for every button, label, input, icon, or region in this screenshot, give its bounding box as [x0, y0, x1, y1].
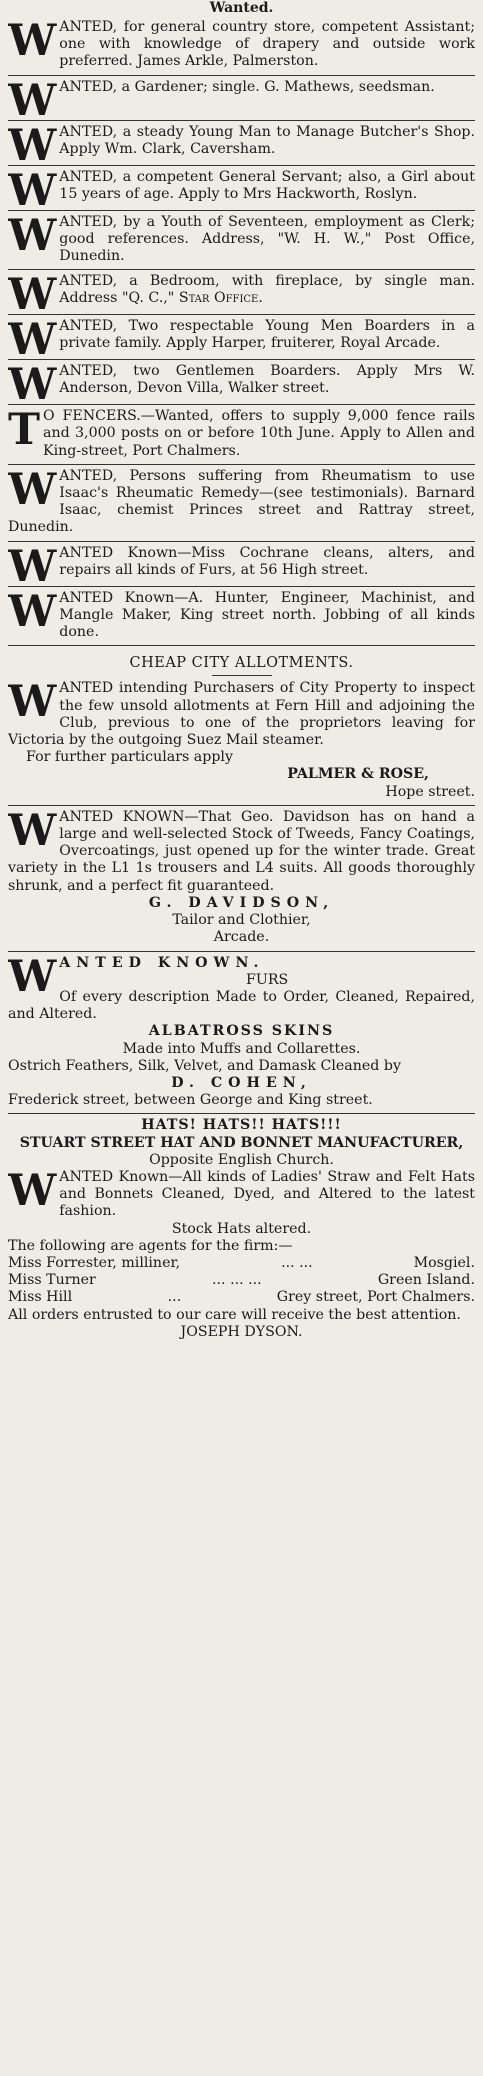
hats-top: HATS! HATS!! HATS!!! — [141, 1117, 342, 1134]
drop-cap: W — [8, 951, 57, 1002]
wanted-ad — [8, 76, 475, 121]
drop-cap: W — [8, 315, 57, 361]
drop-cap: W — [8, 165, 57, 211]
agent-dots: ... — [167, 1289, 182, 1306]
ad-text: O FENCERS.—Wanted, offers to supply 9,000 fence rails and 3,000 posts on or before 10th June. Apply to Allen and King-street, Port Chalmers. — [43, 408, 475, 459]
ad-text: ANTED, a Bedroom, with fireplace, by single man. Address "Q. C.," — [59, 273, 475, 307]
drop-cap: W — [8, 1165, 57, 1216]
cohen-skins: ALBATROSS SKINS — [148, 1023, 335, 1040]
drop-cap: W — [8, 541, 57, 587]
ad-text: ANTED Known—A. Hunter, Engineer, Machinist, and Mangle Maker, King street north. Jobbing of all kinds done. — [59, 589, 475, 641]
wanted-ad — [8, 405, 475, 465]
agent-place: Green Island. — [377, 1272, 475, 1289]
ad-text: ANTED Known—Miss Cochrane cleans, alters, and repairs all kinds of Furs, at 56 High street. — [59, 544, 475, 578]
agent-place: Grey street, Port Chalmers. — [276, 1289, 475, 1306]
city-street: Hope street. — [385, 783, 475, 800]
wanted-ad — [8, 211, 475, 271]
drop-cap: W — [8, 805, 57, 856]
drop-cap: W — [8, 270, 57, 316]
drop-cap: W — [8, 210, 57, 261]
agent-dots: ... ... ... — [212, 1272, 262, 1289]
cohen-line4: Frederick street, between George and King street. — [8, 1092, 373, 1109]
hats-ad — [8, 1114, 475, 1345]
drop-cap: W — [8, 120, 57, 166]
classified-ads — [8, 16, 475, 646]
hats-agents-intro: The following are agents for the firm:— — [8, 1237, 293, 1254]
divider — [212, 675, 272, 676]
ad-text: ANTED, Two respectable Young Men Boarders in a private family. Apply Harper, fruiterer, Royal Arcade. — [59, 318, 475, 352]
city-apply: For further particulars apply — [26, 749, 233, 766]
davidson-name: G. DAVIDSON, — [148, 894, 335, 911]
wanted-ad — [8, 16, 475, 76]
agent-row — [8, 1255, 475, 1272]
agent-name: Miss Hill — [8, 1289, 73, 1306]
ad-small-caps: Star Office. — [178, 290, 263, 307]
drop-cap: W — [8, 75, 57, 121]
city-allotments-ad — [8, 646, 475, 806]
ad-text: ANTED, a steady Young Man to Manage Butcher's Shop. Apply Wm. Clark, Caversham. — [59, 123, 475, 157]
wanted-ad — [8, 360, 475, 405]
drop-cap: W — [8, 677, 57, 728]
wanted-ad — [8, 465, 475, 542]
ad-text: ANTED, two Gentlemen Boarders. Apply Mrs W. Anderson, Devon Villa, Walker street. — [59, 363, 475, 397]
hats-closing: All orders entrusted to our care will receive the best attention. — [8, 1306, 461, 1323]
agent-place: Mosgiel. — [413, 1254, 475, 1271]
agent-row — [8, 1272, 475, 1289]
ad-text: ANTED, Persons suffering from Rheumatism to use Isaac's Rheumatic Remedy—(see testimonials). Barnard Isaac, chemist Princes street and Rattray street, Dunedin. — [8, 467, 475, 536]
drop-cap: W — [8, 16, 57, 66]
ad-text: ANTED, a Gardener; single. G. Mathews, seedsman. — [59, 78, 435, 95]
hats-stock: Stock Hats altered. — [171, 1220, 312, 1237]
ad-text: ANTED, by a Youth of Seventeen, employment as Clerk; good references. Address, "W. H. W.," Post Office, Dunedin. — [59, 213, 475, 265]
wanted-ad — [8, 121, 475, 166]
davidson-place: Arcade. — [213, 929, 270, 946]
city-title: CHEAP CITY ALLOTMENTS. — [129, 655, 354, 672]
agent-name: Miss Turner — [8, 1272, 96, 1289]
wanted-ad — [8, 542, 475, 587]
hats-body: ANTED Known—All kinds of Ladies' Straw and Felt Hats and Bonnets Cleaned, Dyed, and Altered to the latest fashion. — [59, 1168, 475, 1220]
agents-list — [8, 1255, 475, 1307]
cohen-ad — [8, 952, 475, 1115]
cohen-line2: Made into Muffs and Collarettes. — [122, 1040, 361, 1057]
agent-row — [8, 1289, 475, 1306]
wanted-ad — [8, 166, 475, 211]
cohen-line1: Of every description Made to Order, Cleaned, Repaired, and Altered. — [8, 988, 475, 1023]
davidson-body: ANTED KNOWN—That Geo. Davidson has on hand a large and well-selected Stock of Tweeds, Fancy Coatings, Overcoatings, just opened up for the winter trade. Great variety in the L1 1s trousers and L4 suits. All goods thoroughly shrunk, and a perfect fit guaranteed. — [8, 808, 475, 894]
ad-text: ANTED, a competent General Servant; also, a Girl about 15 years of age. Apply to Mrs Hackworth, Roslyn. — [59, 168, 475, 202]
hats-sign: JOSEPH DYSON. — [180, 1323, 303, 1340]
city-body: ANTED intending Purchasers of City Property to inspect the few unsold allotments at Fern Hill and adjoining the Club, previous to one of the proprietors leaving for Victoria by the outgoing Suez Mail steamer. — [8, 680, 475, 749]
cohen-furs: FURS — [246, 971, 289, 988]
wanted-ad — [8, 587, 475, 647]
davidson-role: Tailor and Clothier, — [172, 912, 311, 929]
hats-title: STUART STREET HAT AND BONNET MANUFACTURER, — [19, 1134, 464, 1151]
agent-name: Miss Forrester, milliner, — [8, 1254, 181, 1271]
drop-cap: W — [8, 360, 57, 406]
ad-text: ANTED, for general country store, competent Assistant; one with knowledge of drapery and outside work preferred. James Arkle, Palmerston. — [59, 19, 475, 70]
cohen-name: D. COHEN, — [171, 1074, 312, 1091]
drop-cap: W — [8, 464, 57, 515]
cohen-head: ANTED KNOWN. — [59, 954, 265, 971]
drop-cap: W — [8, 586, 57, 637]
agent-dots: ... ... — [281, 1254, 313, 1271]
wanted-ad — [8, 315, 475, 360]
drop-cap: T — [8, 405, 40, 456]
city-firm: PALMER & ROSE, — [287, 766, 429, 783]
hats-opposite: Opposite English Church. — [149, 1151, 334, 1168]
cohen-line3: Ostrich Feathers, Silk, Velvet, and Damask Cleaned by — [8, 1057, 401, 1074]
wanted-ad — [8, 270, 475, 315]
page-heading: Wanted. — [209, 0, 274, 16]
davidson-ad — [8, 806, 475, 952]
